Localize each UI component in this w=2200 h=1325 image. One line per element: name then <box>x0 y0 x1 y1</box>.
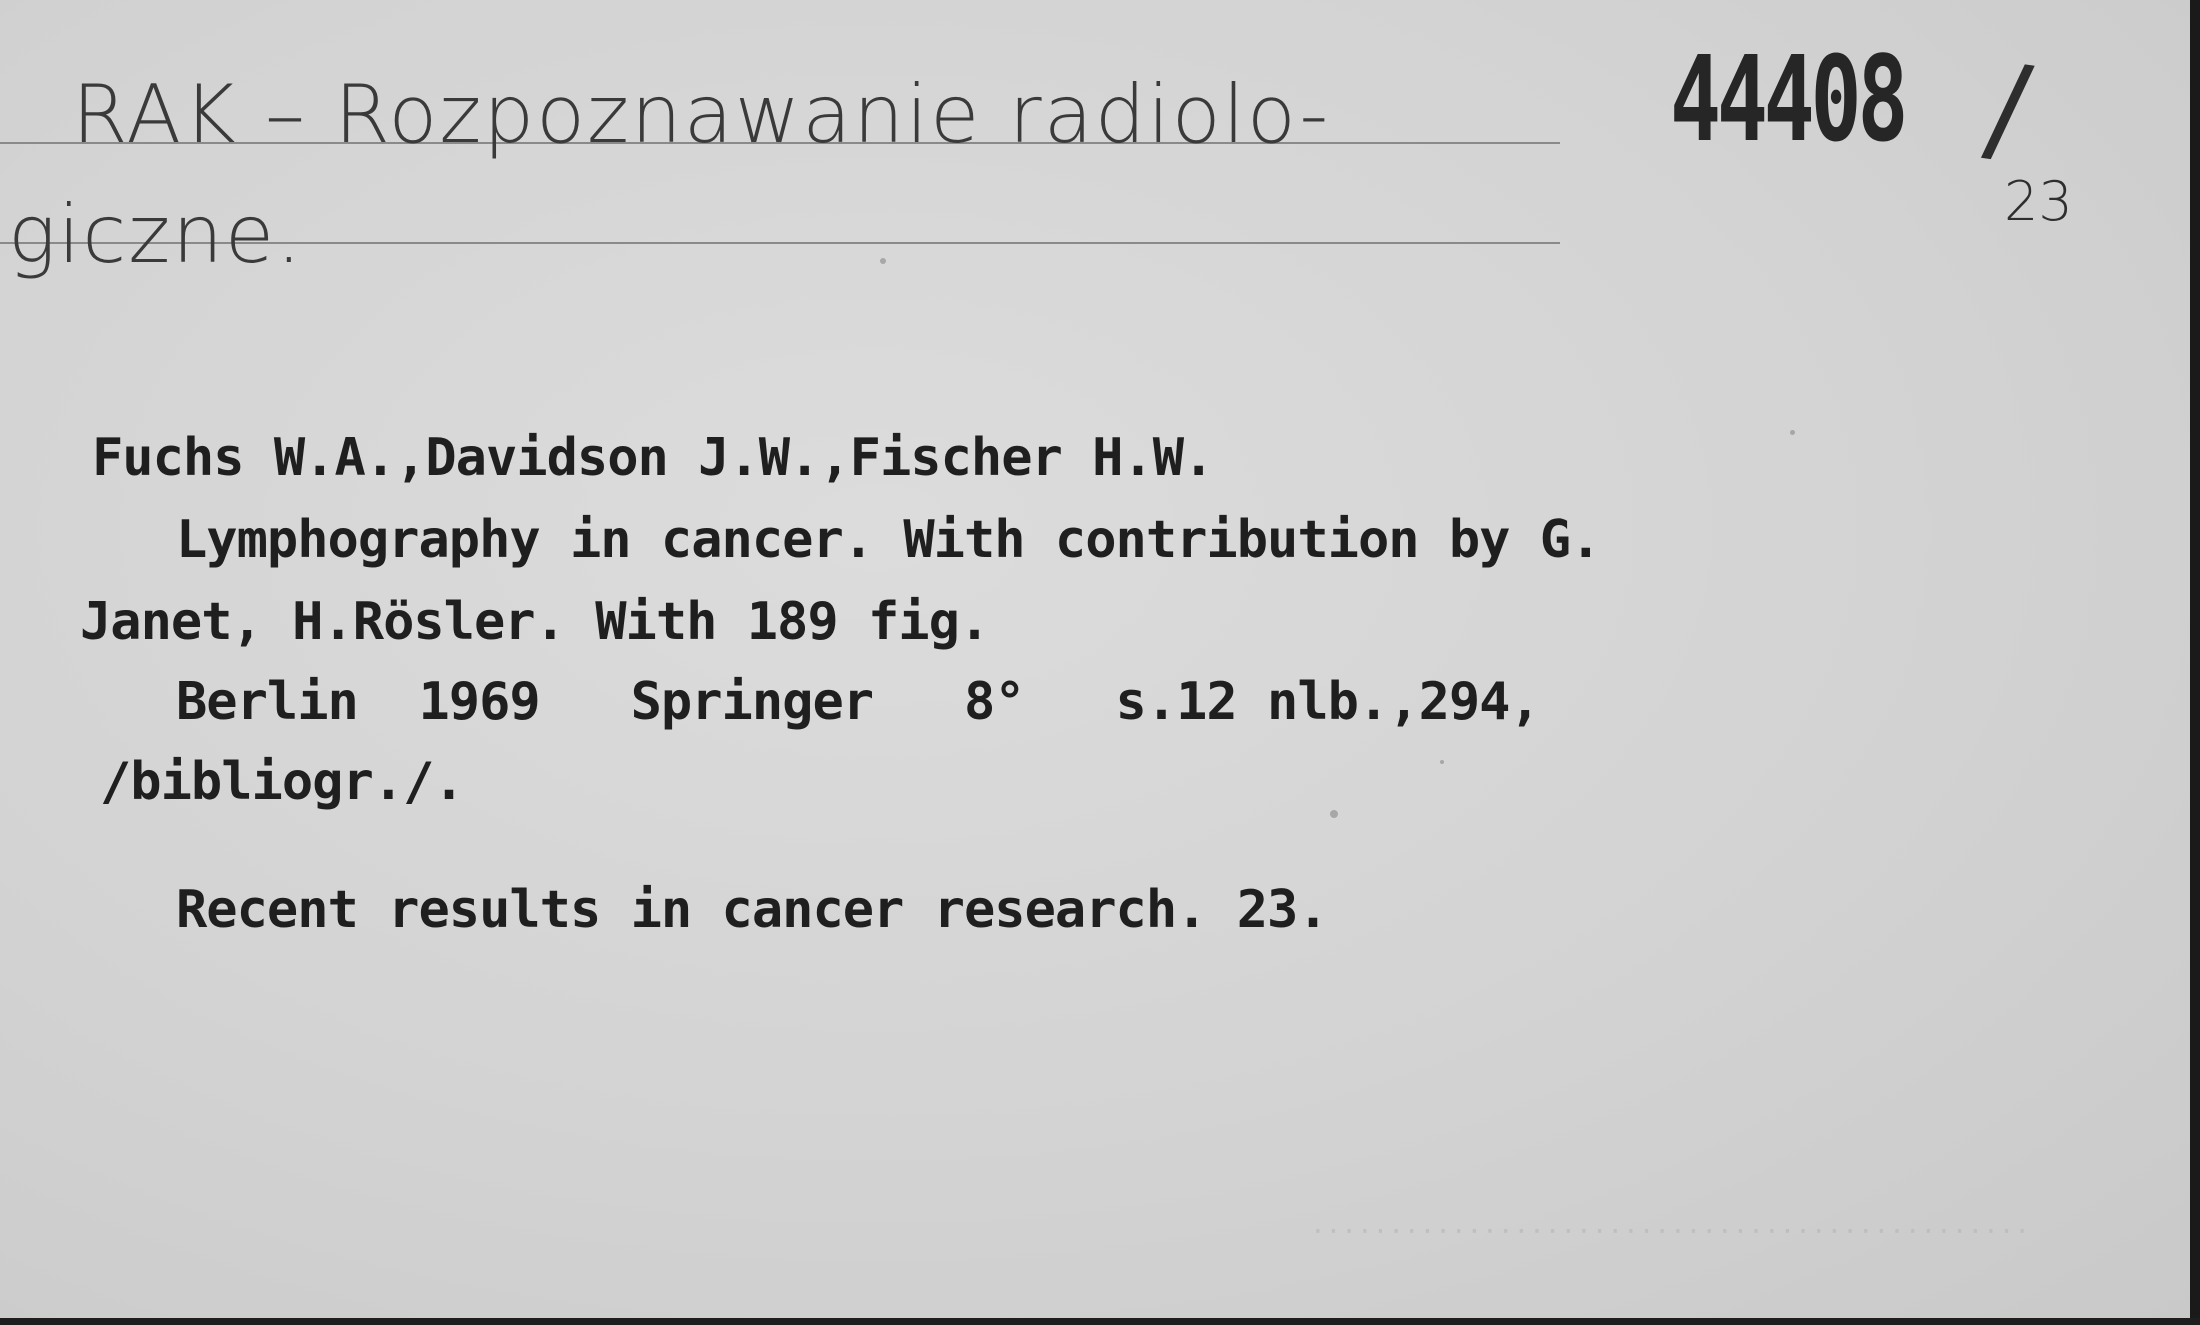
call-number-volume: 23 <box>2004 170 2073 233</box>
call-number: 44408 <box>1670 30 1905 168</box>
imprint-line-2: /bibliogr./. <box>100 752 464 812</box>
authors-line: Fuchs W.A.,Davidson J.W.,Fischer H.W. <box>92 428 1214 488</box>
subject-heading-line-2: giczne. <box>8 188 304 281</box>
imprint-line-1: Berlin 1969 Springer 8° s.12 nlb.,294, <box>176 672 1540 732</box>
scan-edge-right <box>2190 0 2200 1325</box>
paper-speck <box>1790 430 1795 435</box>
title-line-1: Lymphography in cancer. With contribution by G. <box>176 510 1601 570</box>
scan-edge-bottom <box>0 1318 2200 1325</box>
paper-speck <box>1330 810 1338 818</box>
paper-speck <box>880 258 886 264</box>
paper-speck <box>1440 760 1444 764</box>
subject-heading-line-1: RAK – Rozpoznawanie radiolo- <box>72 68 1331 161</box>
bleed-through-text: .............................................. <box>1310 1222 2031 1252</box>
call-number-slash: / <box>1978 37 2038 182</box>
title-line-2: Janet, H.Rösler. With 189 fig. <box>80 592 990 652</box>
series-line: Recent results in cancer research. 23. <box>176 880 1328 940</box>
